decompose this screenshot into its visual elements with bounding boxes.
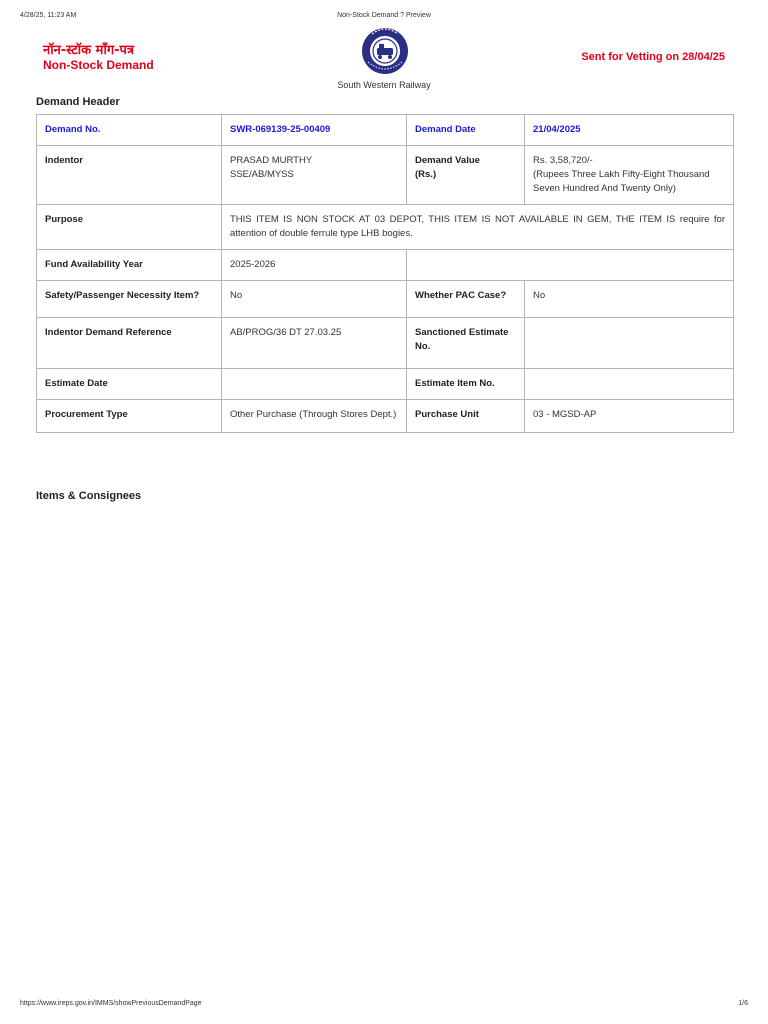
demand-header-table [36,114,734,433]
safety-value: No [222,281,407,318]
page-title-hindi: नॉन-स्टॉक माँग-पत्र [43,43,135,58]
sanctioned-value [525,318,734,369]
demand-header-heading: Demand Header [36,96,120,108]
fund-year-value: 2025-2026 [222,250,407,281]
indentor-ref-value: AB/PROG/36 DT 27.03.25 [222,318,407,369]
pac-label: Whether PAC Case? [407,281,525,318]
safety-label: Safety/Passenger Necessity Item? [37,281,222,318]
fund-year-label: Fund Availability Year [37,250,222,281]
vetting-status: Sent for Vetting on 28/04/25 [581,51,725,63]
table-row [37,318,734,369]
indentor-value: PRASAD MURTHY SSE/AB/MYSS [222,146,407,205]
demand-date-label: Demand Date [407,115,525,146]
estimate-date-value [222,369,407,400]
purchase-unit-value: 03 - MGSD-AP [525,400,734,433]
empty-cell [407,250,734,281]
table-row [37,205,734,250]
print-datetime: 4/28/25, 11:23 AM [20,12,77,19]
estimate-date-label: Estimate Date [37,369,222,400]
print-doc-title: Non-Stock Demand ? Preview [337,12,431,19]
purpose-value: THIS ITEM IS NON STOCK AT 03 DEPOT, THIS ITEM IS NOT AVAILABLE IN GEM, THE ITEM IS require for attention of double ferrule type LHB bogies. [222,205,734,250]
purchase-unit-label: Purchase Unit [407,400,525,433]
demand-date-value: 21/04/2025 [525,115,734,146]
organization-name: South Western Railway [337,80,431,90]
table-row [37,369,734,400]
items-consignees-heading: Items & Consignees [36,490,142,502]
purpose-label: Purpose [37,205,222,250]
procurement-value: Other Purchase (Through Stores Dept.) [222,400,407,433]
indentor-ref-label: Indentor Demand Reference [37,318,222,369]
pac-value: No [525,281,734,318]
procurement-label: Procurement Type [37,400,222,433]
estimate-item-label: Estimate Item No. [407,369,525,400]
page-title: Non-Stock Demand [43,58,154,72]
table-row [37,115,734,146]
page-url-link[interactable]: https://www.ireps.gov.in/IMMS/showPreviousDemandPage [20,1000,202,1007]
table-row [37,146,734,205]
demand-value-label: Demand Value (Rs.) [407,146,525,205]
print-header [20,12,748,24]
indentor-label: Indentor [37,146,222,205]
demand-no-value: SWR-069139-25-00409 [222,115,407,146]
sanctioned-label: Sanctioned Estimate No. [407,318,525,369]
estimate-item-value [525,369,734,400]
print-footer [20,1000,748,1012]
indian-railways-logo-icon [358,26,412,76]
table-row [37,400,734,433]
table-row [37,281,734,318]
page-number: 1/6 [738,1000,748,1007]
demand-value-value: Rs. 3,58,720/- (Rupees Three Lakh Fifty-Eight Thousand Seven Hundred And Twenty Only) [525,146,734,205]
table-row [37,250,734,281]
demand-no-label: Demand No. [37,115,222,146]
